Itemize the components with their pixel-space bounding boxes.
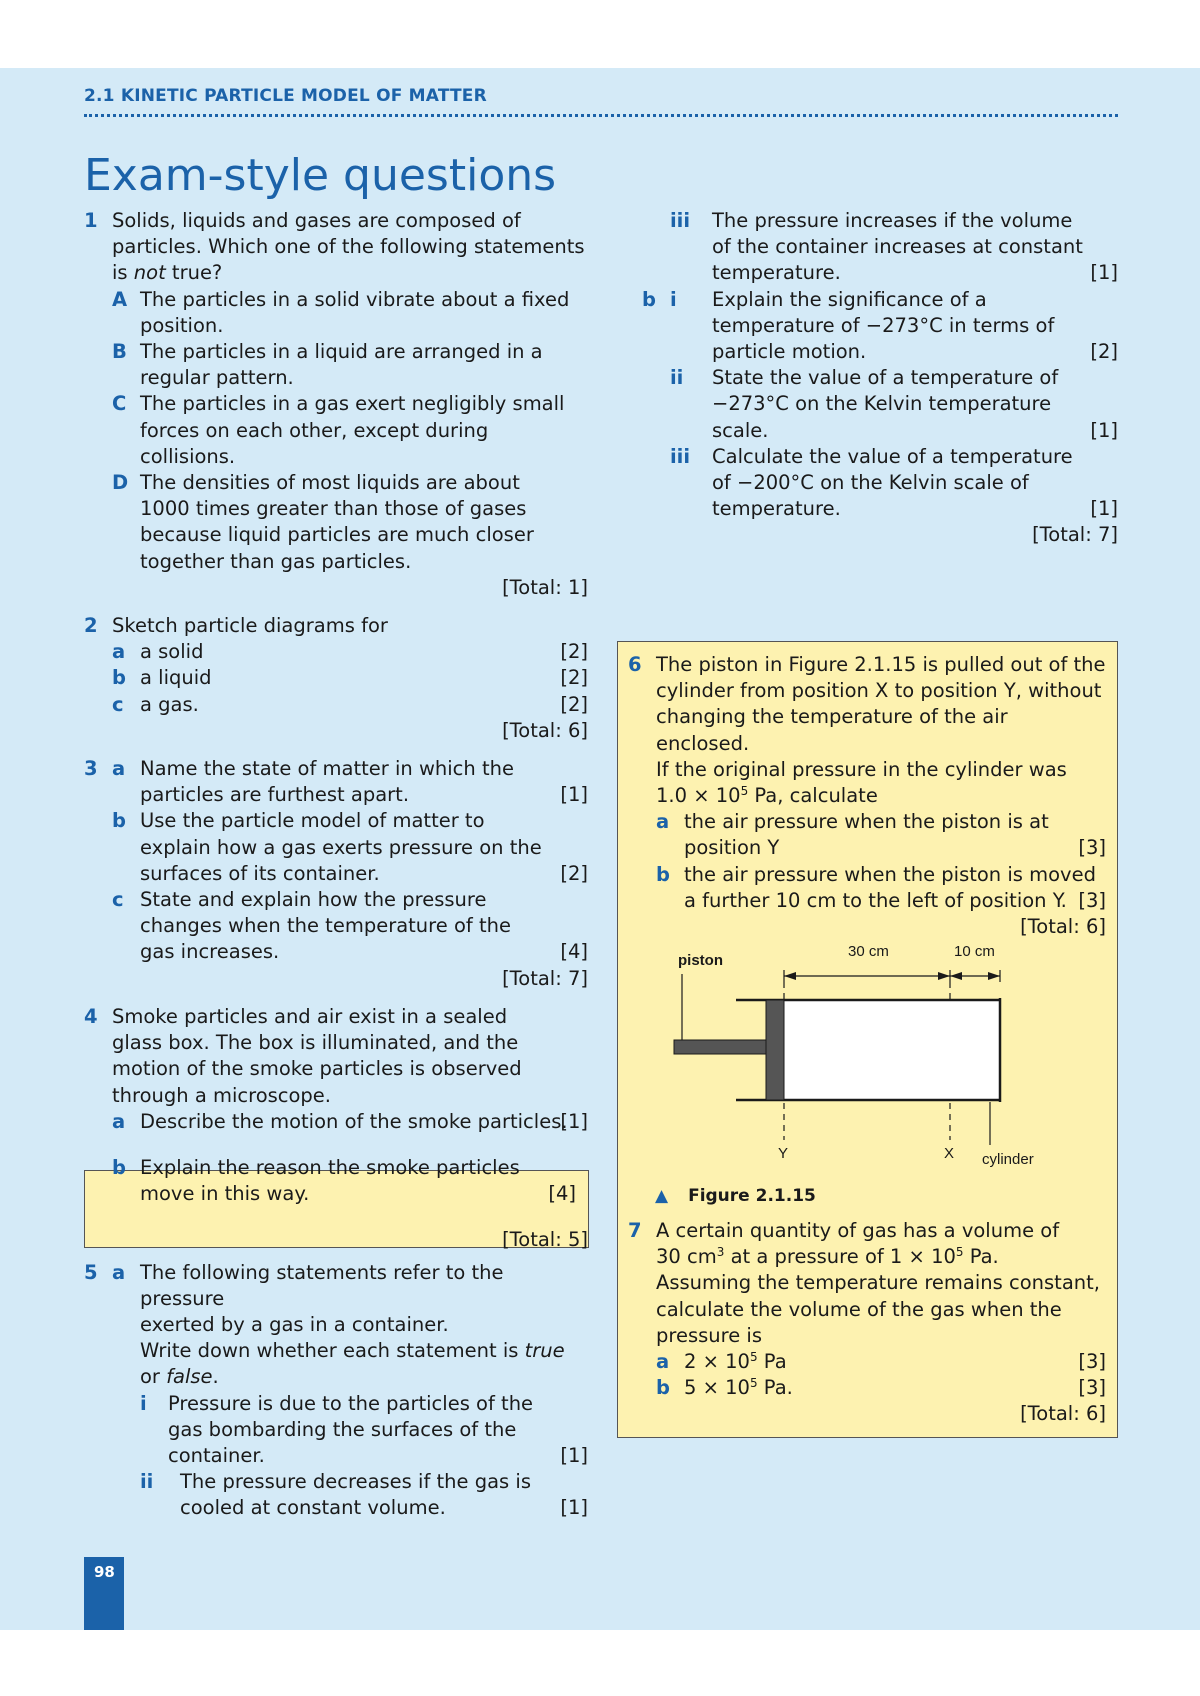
section-header: 2.1 KINETIC PARTICLE MODEL OF MATTER <box>84 86 487 106</box>
question-4: 4 Smoke particles and air exist in a sealed glass box. The box is illuminated, and the motion of the smoke particles is observed through a microscope. a Describe the motion of the smoke particles. [1] b Explain the reason the smoke particles move in this way. [4] [Total: 5] <box>84 1004 588 1252</box>
question-5: 5 a The following statements refer to the pressure exerted by a gas in a container. Write down whether each statement is true or false. i Pressure is due to the particles of the gas bombarding the surfaces of the container. [1] ii The pressure decreases if the gas is cooled at constant volume. [1] <box>84 1260 588 1520</box>
piston-label: piston <box>678 952 723 969</box>
question-1: 1 Solids, liquids and gases are composed of particles. Which one of the following statements is not true? A The particles in a solid vibrate about a fixed position. B The particles in a liquid are arranged in a regular pattern. C The particles in a gas exert negligibly small forces on each other, except during collisions. D The densities of most liquids are about 1000 times greater than those of gases because liquid particles are much closer together than gas particles. [Total: 1] <box>84 209 588 599</box>
piston-cylinder-diagram <box>660 930 1080 1180</box>
enclosed-air <box>784 1000 1000 1100</box>
figure-caption: ▲ Figure 2.1.15 <box>655 1186 816 1206</box>
question-number: 1 <box>84 209 98 232</box>
option-d: D The densities of most liquids are about <box>112 471 520 495</box>
piston-head <box>766 1000 784 1100</box>
dimension-10cm-label: 10 cm <box>954 943 995 960</box>
piston-rod <box>674 1040 766 1054</box>
page-title: Exam-style questions <box>84 150 557 201</box>
option-c: C The particles in a gas exert negligibly small <box>112 392 565 416</box>
question-6: 6 The piston in Figure 2.1.15 is pulled out of the cylinder from position X to position Y, without changing the temperature of the air enclosed. If the original pressure in the cylinder was $1.0 \times 10^5$ Pa, calculate a the air pressure when the piston is at position Y [3] b the air pressure when the piston is moved a further 10 cm to the left of position Y. [3] [Total: 6] <box>628 653 1106 939</box>
page-number: 98 <box>84 1557 124 1630</box>
option-b: B The particles in a liquid are arranged in a <box>112 340 543 364</box>
total-marks: [Total: 1] <box>502 575 588 599</box>
position-x-label: X <box>944 1145 955 1162</box>
position-y-label: Y <box>778 1145 789 1162</box>
cylinder-label: cylinder <box>982 1151 1034 1168</box>
right-column: iii The pressure increases if the volume of the container increases at constant temperature. [1] b i Explain the significance of a temperature of −273°C in terms of particle motion. [2] ii State the value of a temperature of −273°C on the Kelvin temperature scale. [1] iii Calculate the value of a temperature of −200°C on the Kelvin scale of temperature. [1] [Total: 7] <box>642 209 1118 547</box>
left-column <box>84 208 588 1522</box>
question-3: 3 a Name the state of matter in which the particles are furthest apart. [1] b Use the particle model of matter to explain how a gas exerts pressure on the surfaces of its container. [2] c State and explain how the pressure changes when the temperature of the gas increases. [4] [Total: 7] <box>84 757 588 990</box>
dimension-30cm-label: 30 cm <box>848 943 889 960</box>
triangle-icon: ▲ <box>655 1186 669 1206</box>
header-divider <box>84 114 1118 117</box>
question-7: 7 A certain quantity of gas has a volume of 30 $cm^3$ at a pressure of $1 \times 10^5$ Pa. Assuming the temperature remains constant, calculate the volume of the gas when the pressure is a $2 \times 10^5$ Pa [3] b $5 \times 10^5$ Pa. [3] [Total: 6] <box>628 1219 1106 1426</box>
option-a: A The particles in a solid vibrate about a fixed <box>112 287 570 311</box>
question-2: 2 Sketch particle diagrams for a a solid [2] b a liquid [2] c a gas. [2] [Total: 6] <box>84 614 588 742</box>
